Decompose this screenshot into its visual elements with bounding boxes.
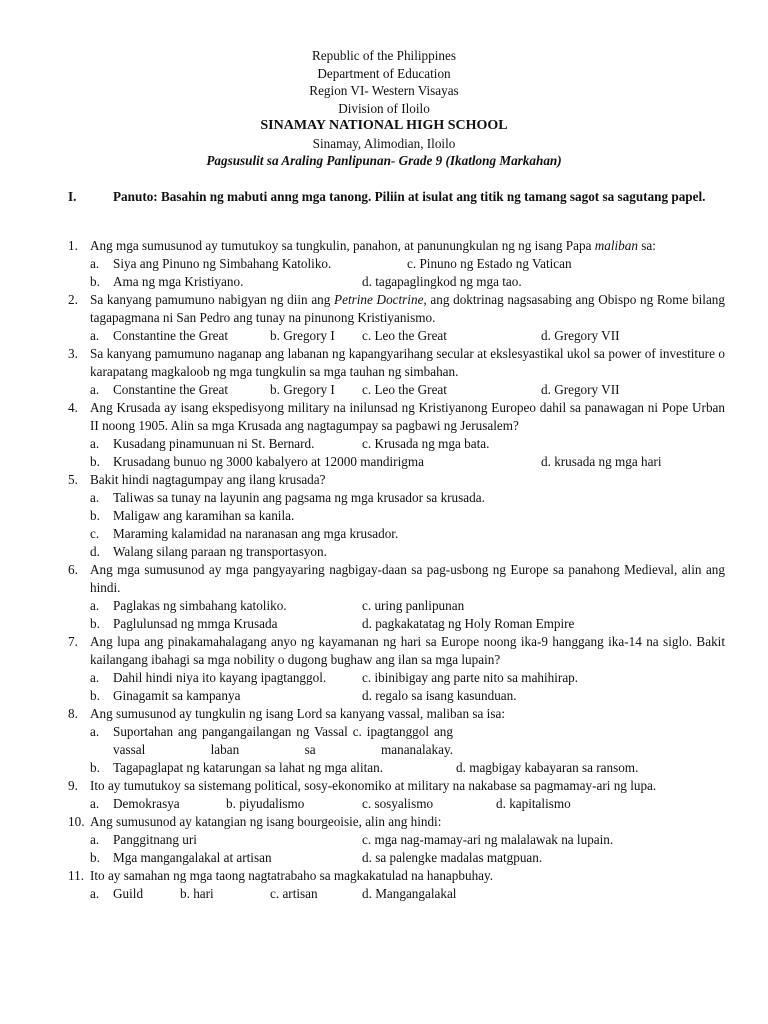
- question-number: 11.: [68, 868, 84, 883]
- question-7: [68, 633, 725, 705]
- option-letter: c.: [90, 526, 100, 541]
- question-4: [68, 399, 725, 471]
- option-letter: a.: [90, 490, 100, 505]
- option-b: b. hari: [180, 886, 214, 901]
- option-b: Tagapaglapat ng katarungan sa lahat ng mga alitan.: [113, 760, 384, 775]
- option-b: b. Gregory I: [270, 328, 335, 343]
- option-row: [68, 615, 725, 633]
- question-9: [68, 777, 725, 813]
- option-b: b. Gregory I: [270, 382, 335, 397]
- option-d: d. regalo sa isang kasunduan.: [362, 688, 517, 703]
- option-letter: d.: [90, 544, 100, 559]
- option-d: d. Gregory VII: [541, 328, 620, 343]
- emphasis: maliban: [594, 238, 638, 253]
- option-letter: b.: [90, 454, 100, 469]
- question-number: 10.: [68, 814, 85, 829]
- option-letter: b.: [90, 688, 100, 703]
- header-region: Region VI- Western Visayas: [309, 83, 459, 98]
- part-instructions: [68, 187, 720, 206]
- option-a: Panggitnang uri: [113, 832, 197, 847]
- option-d: d. magbigay kabayaran sa ransom.: [456, 760, 639, 775]
- question-number: 3.: [68, 346, 78, 361]
- option-b: Maligaw ang karamihan sa kanila.: [113, 508, 295, 523]
- question-8: [68, 705, 725, 777]
- option-c: c. ibinibigay ang parte nito sa mahihirap.: [362, 670, 579, 685]
- option-d: d. pagkakatatag ng Holy Roman Empire: [362, 616, 575, 631]
- option-b: Paglulunsad ng mmga Krusada: [113, 616, 278, 631]
- option-c: c. artisan: [270, 886, 318, 901]
- option-letter: a.: [90, 670, 100, 685]
- option-row: [68, 327, 725, 345]
- question-5: [68, 471, 725, 561]
- option-letter: a.: [90, 886, 100, 901]
- question-text: Ang lupa ang pinakamahalagang anyo ng kayamanan ng hari sa Europe noong ika-9 hanggang ika-14 na siglo. Bakit kailangang ibahagi sa mga nobility o dugong bughaw ang ilan sa mga lupain?: [90, 634, 725, 667]
- option-row: [68, 381, 725, 399]
- option-b: Ama ng mga Kristiyano.: [113, 274, 244, 289]
- option-row: [68, 885, 725, 903]
- option-c: Maraming kalamidad na naranasan ang mga krusador.: [113, 526, 399, 541]
- option-row: [68, 543, 725, 561]
- option-c: c. mga nag-mamay-ari ng malalawak na lupain.: [362, 832, 614, 847]
- question-number: 1.: [68, 238, 78, 253]
- question-text: Ang mga sumusunod ay mga pangyayaring nagbigay-daan sa pag-usbong ng Europe sa panahong Medieval, alin ang hindi.: [90, 562, 725, 595]
- option-c: c. Leo the Great: [362, 382, 447, 397]
- option-a: Taliwas sa tunay na layunin ang pagsama ng mga krusador sa krusada.: [113, 490, 485, 505]
- part-number: I.: [68, 189, 77, 204]
- question-number: 5.: [68, 472, 78, 487]
- header-division: Division of Iloilo: [338, 100, 430, 116]
- question-11: [68, 867, 725, 903]
- option-c: c. uring panlipunan: [362, 598, 465, 613]
- question-text: Ang sumusunod ay katangian ng isang bourgeoisie, alin ang hindi:: [90, 814, 442, 829]
- option-d: d. tagapaglingkod ng mga tao.: [362, 274, 522, 289]
- question-number: 4.: [68, 400, 78, 415]
- option-row: [68, 849, 725, 867]
- option-row: [68, 795, 725, 813]
- question-1: [68, 237, 725, 291]
- option-b: b. piyudalismo: [226, 796, 305, 811]
- question-number: 7.: [68, 634, 78, 649]
- question-number: 6.: [68, 562, 78, 577]
- option-c: c. sosyalismo: [362, 796, 434, 811]
- option-a-and-c: [113, 723, 453, 759]
- question-text: Sa kanyang pamumuno nabigyan ng diin ang Petrine Doctrine, ang doktrinag nagsasabing ang Obispo ng Rome bilang tagapagmana ni San Pedro ang tunay na pinunong Kristiyanismo.: [90, 292, 725, 325]
- option-a: Constantine the Great: [113, 382, 228, 397]
- option-letter: a.: [90, 724, 100, 739]
- option-d: d. sa palengke madalas matgpuan.: [362, 850, 543, 865]
- option-row: [68, 759, 725, 777]
- instructions-text: Panuto: Basahin ng mabuti anng mga tanong. Piliin at isulat ang titik ng tamang sagot sa sagutang papel.: [113, 189, 706, 204]
- option-b: Krusadang bunuo ng 3000 kabalyero at 12000 mandirigma: [113, 454, 424, 469]
- option-row: [68, 831, 725, 849]
- option-letter: b.: [90, 274, 100, 289]
- option-row: [68, 597, 725, 615]
- option-row: [68, 507, 725, 525]
- question-text: Bakit hindi nagtagumpay ang ilang krusada?: [90, 472, 326, 487]
- option-d: d. krusada ng mga hari: [541, 454, 662, 469]
- option-a: Guild: [113, 886, 144, 901]
- option-row: [68, 489, 725, 507]
- option-d: Walang silang paraan ng transportasyon.: [113, 544, 327, 559]
- option-c: c. Leo the Great: [362, 328, 447, 343]
- option-letter: a.: [90, 832, 100, 847]
- question-3: [68, 345, 725, 399]
- question-list: [68, 237, 725, 903]
- question-text: Ang Krusada ay isang ekspedisyong military na inilunsad ng Kristiyanong Europeo dahil sa panawagan ni Pope Urban II noong 1905. Alin sa mga Krusada ang nagtagumpay sa pagbawi ng Jerusalem?: [90, 400, 725, 433]
- question-10: [68, 813, 725, 867]
- question-text: Ang sumusunod ay tungkulin ng isang Lord sa kanyang vassal, maliban sa isa:: [90, 706, 505, 721]
- option-d: d. Gregory VII: [541, 382, 620, 397]
- option-c: c. Krusada ng mga bata.: [362, 436, 490, 451]
- option-letter: a.: [90, 256, 100, 271]
- option-a: Kusadang pinamunuan ni St. Bernard.: [113, 436, 315, 451]
- option-letter: a.: [90, 382, 100, 397]
- option-d: d. kapitalismo: [496, 796, 571, 811]
- option-row: [68, 687, 725, 705]
- school-name: SINAMAY NATIONAL HIGH SCHOOL: [260, 118, 508, 133]
- option-letter: a.: [90, 598, 100, 613]
- option-c: c. ipagtanggol ang vassal laban sa mananalakay.: [113, 724, 453, 757]
- option-a: Demokrasya: [113, 796, 180, 811]
- option-a: Paglakas ng simbahang katoliko.: [113, 598, 287, 613]
- option-a: Suportahan ang pangangailangan ng Vassal: [113, 724, 348, 739]
- option-b: Ginagamit sa kampanya: [113, 688, 241, 703]
- option-letter: a.: [90, 796, 100, 811]
- option-letter: b.: [90, 760, 100, 775]
- school-address: Sinamay, Alimodian, Iloilo: [312, 135, 456, 151]
- option-row: [68, 669, 725, 687]
- question-6: [68, 561, 725, 633]
- option-letter: a.: [90, 436, 100, 451]
- header-department: Department of Education: [317, 65, 451, 81]
- option-row: [68, 435, 725, 453]
- option-row: [68, 255, 725, 273]
- option-row: [68, 453, 725, 471]
- question-number: 9.: [68, 778, 78, 793]
- option-letter: a.: [90, 328, 100, 343]
- option-d: d. Mangangalakal: [362, 886, 457, 901]
- option-a: Constantine the Great: [113, 328, 228, 343]
- question-text: Ito ay tumutukoy sa sistemang political, sosy-ekonomiko at military na nakabase sa pagmamay-ari ng lupa.: [90, 778, 657, 793]
- question-number: 8.: [68, 706, 78, 721]
- option-row: [68, 525, 725, 543]
- emphasis: Petrine Doctrine,: [334, 292, 427, 307]
- question-number: 2.: [68, 292, 78, 307]
- option-letter: b.: [90, 616, 100, 631]
- document-header: [0, 47, 768, 170]
- option-a: Dahil hindi niya ito kayang ipagtanggol.: [113, 670, 327, 685]
- option-a: Siya ang Pinuno ng Simbahang Katoliko.: [113, 256, 332, 271]
- exam-title: Pagsusulit sa Araling Panlipunan- Grade 9 (Ikatlong Markahan): [206, 153, 562, 168]
- option-letter: b.: [90, 508, 100, 523]
- header-republic: Republic of the Philippines: [312, 48, 456, 63]
- option-c: c. Pinuno ng Estado ng Vatican: [407, 256, 572, 271]
- question-text: Ang mga sumusunod ay tumutukoy sa tungkulin, panahon, at panunungkulan ng ng isang Papa maliban sa:: [90, 238, 656, 253]
- option-letter: b.: [90, 850, 100, 865]
- option-row: [68, 273, 725, 291]
- question-text: Sa kanyang pamumuno naganap ang labanan ng kapangyarihang secular at ekslesyastikal ukol sa power of investiture o karapatang magkaloob ng mga tungkulin sa mga tauhan ng simbahan.: [90, 346, 725, 379]
- question-2: [68, 291, 725, 345]
- option-row: [68, 723, 725, 759]
- question-text: Ito ay samahan ng mga taong nagtatrabaho sa magkakatulad na hanapbuhay.: [90, 868, 494, 883]
- option-b: Mga mangangalakal at artisan: [113, 850, 272, 865]
